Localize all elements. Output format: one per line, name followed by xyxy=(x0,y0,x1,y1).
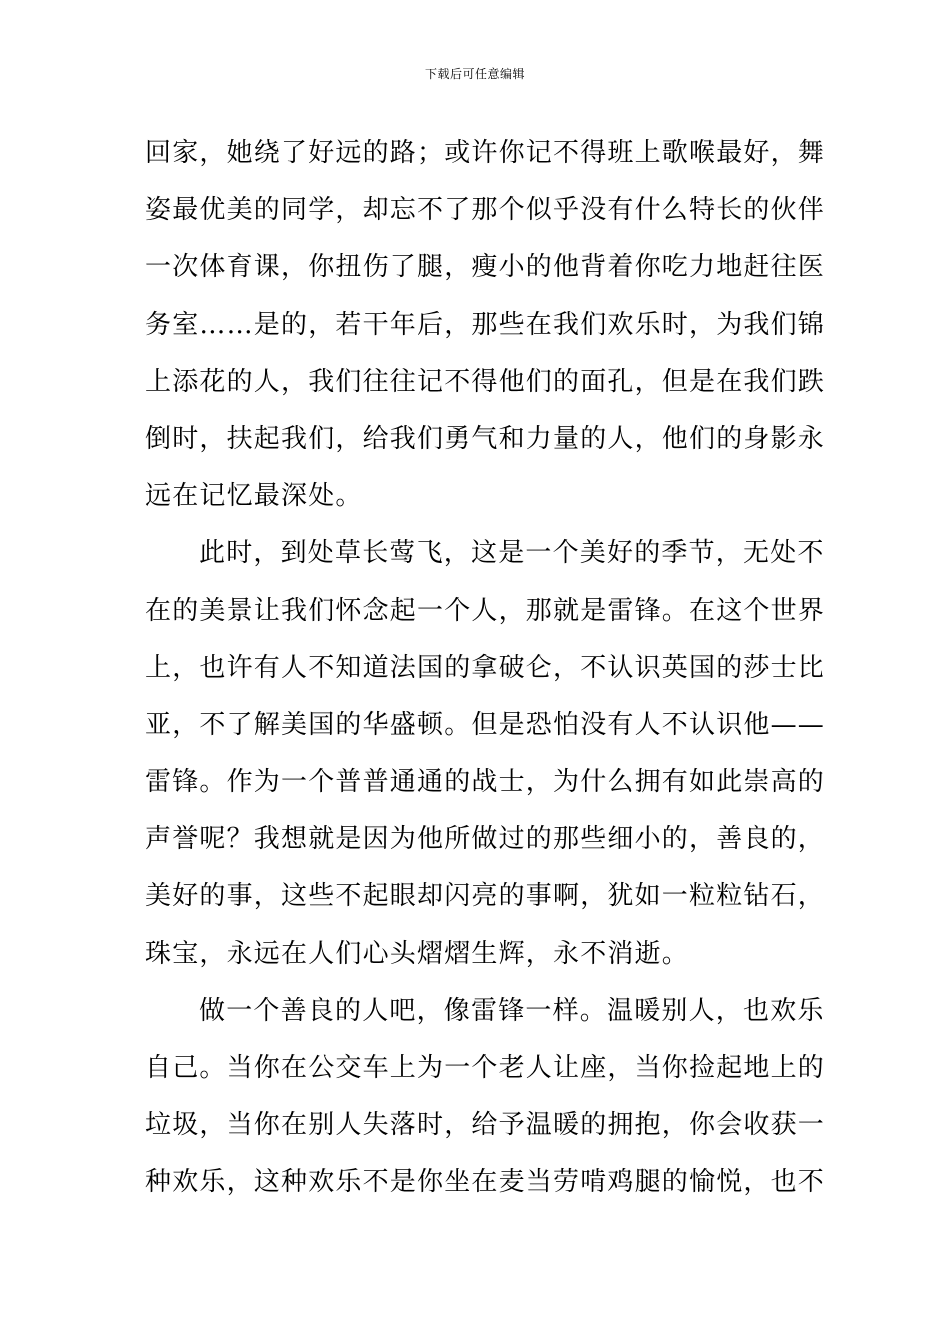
document-body xyxy=(145,125,826,1212)
text-line: 姿最优美的同学，却忘不了那个似乎没有什么特长的伙伴 xyxy=(145,195,826,226)
text-line: 声誉呢？我想就是因为他所做过的那些细小的，善良的， xyxy=(145,824,826,855)
text-line: 垃圾，当你在别人失落时，给予温暖的拥抱，你会收获一 xyxy=(145,1110,826,1141)
page-header: 下载后可任意编辑 xyxy=(424,67,525,81)
text-line: 美好的事，这些不起眼却闪亮的事啊，犹如一粒粒钻石， xyxy=(145,881,826,912)
text-line: 倒时，扶起我们，给我们勇气和力量的人，他们的身影永 xyxy=(145,423,826,454)
paragraph-first-line: 做一个善良的人吧，像雷锋一样。温暖别人，也欢乐 xyxy=(199,995,825,1026)
text-line: 亚，不了解美国的华盛顿。但是恐怕没有人不认识他—— xyxy=(145,709,826,740)
text-line: 雷锋。作为一个普普通通的战士，为什么拥有如此崇高的 xyxy=(145,767,826,798)
paragraph-first-line: 此时，到处草长莺飞，这是一个美好的季节，无处不 xyxy=(199,538,825,569)
text-line: 一次体育课，你扭伤了腿，瘦小的他背着你吃力地赶往医 xyxy=(145,252,826,283)
text-line: 在的美景让我们怀念起一个人，那就是雷锋。在这个世界 xyxy=(145,595,826,626)
text-line: 自己。当你在公交车上为一个老人让座，当你捡起地上的 xyxy=(145,1053,826,1083)
text-line: 回家，她绕了好远的路；或许你记不得班上歌喉最好，舞 xyxy=(145,138,826,168)
text-line: 珠宝，永远在人们心头熠熠生辉，永不消逝。 xyxy=(145,938,690,969)
text-line: 务室……是的，若干年后，那些在我们欢乐时，为我们锦 xyxy=(145,309,826,340)
text-line: 种欢乐，这种欢乐不是你坐在麦当劳啃鸡腿的愉悦，也不 xyxy=(145,1167,826,1198)
text-line: 上添花的人，我们往往记不得他们的面孔，但是在我们跌 xyxy=(145,366,826,397)
text-line: 远在记忆最深处。 xyxy=(145,481,363,512)
text-line: 上，也许有人不知道法国的拿破仑，不认识英国的莎士比 xyxy=(145,652,826,683)
